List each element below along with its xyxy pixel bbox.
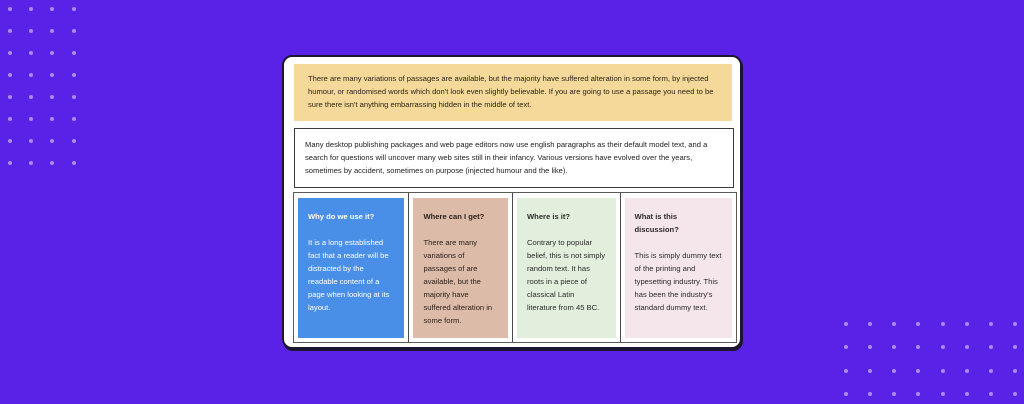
decorative-dot <box>8 95 12 99</box>
decorative-dot <box>29 51 33 55</box>
decorative-dot <box>72 161 76 165</box>
decorative-dot <box>916 392 920 396</box>
decorative-dot <box>72 139 76 143</box>
decorative-dot <box>965 322 969 326</box>
card-grid <box>293 192 737 343</box>
card-why-use-it <box>298 198 404 338</box>
decorative-dot <box>29 161 33 165</box>
highlight-banner <box>294 64 732 121</box>
decorative-dot <box>8 7 12 11</box>
decorative-dot <box>892 392 896 396</box>
decorative-dot <box>965 345 969 349</box>
decorative-dot <box>72 95 76 99</box>
decorative-dot <box>8 161 12 165</box>
card-title: Where can I get? <box>423 212 485 221</box>
decorative-dot <box>941 322 945 326</box>
bordered-paragraph <box>294 128 734 188</box>
decorative-dot <box>8 139 12 143</box>
decorative-dot <box>965 392 969 396</box>
decorative-dot <box>29 117 33 121</box>
decorative-dot <box>868 369 872 373</box>
decorative-dot <box>1013 322 1017 326</box>
decorative-dot <box>72 29 76 33</box>
decorative-dot <box>72 73 76 77</box>
card-what-is-this-discussion <box>625 198 732 338</box>
decorative-dot <box>844 322 848 326</box>
decorative-dot <box>989 369 993 373</box>
card-cell-4 <box>621 193 736 342</box>
decorative-dot <box>29 7 33 11</box>
decorative-dot <box>50 7 54 11</box>
decorative-dot <box>941 345 945 349</box>
decorative-dot <box>941 369 945 373</box>
decorative-dot <box>892 369 896 373</box>
card-body: There are many variations of passages of are available, but the majority have suffered alteration in some form. <box>423 238 493 325</box>
decorative-dot <box>50 161 54 165</box>
decorative-dot <box>29 95 33 99</box>
card-cell-3 <box>513 193 621 342</box>
bordered-paragraph-text: Many desktop publishing packages and web page editors now use english paragraphs as their default model text, and a search for questions will uncover many web sites still in their infancy. Various versions have evolved over the years, sometimes by accident, sometimes on purpose (injected humour and the like). <box>305 140 708 175</box>
decorative-dot <box>72 51 76 55</box>
decorative-dot <box>29 73 33 77</box>
card-title: What is this discussion? <box>634 212 679 234</box>
decorative-dot <box>868 345 872 349</box>
card-body: This is simply dummy text of the printing and typesetting industry. This has been the industry's standard dummy text. <box>634 251 722 312</box>
decorative-dot <box>50 29 54 33</box>
card-body: Contrary to popular belief, this is not simply random text. It has roots in a piece of classical Latin literature from 45 BC. <box>527 238 606 312</box>
decorative-dot <box>50 51 54 55</box>
decorative-dot <box>989 322 993 326</box>
decorative-dot <box>50 95 54 99</box>
card-where-can-i-get <box>413 198 508 338</box>
banner-text: There are many variations of passages are available, but the majority have suffered alteration in some form, by injected humour, or randomised words which don't look even slightly believable. If you are going to use a passage you need to be sure there isn't anything embarrassing hidden in the middle of text. <box>308 74 714 109</box>
card-title: Where is it? <box>527 212 571 221</box>
card-body: It is a long established fact that a reader will be distracted by the readable content of a page when looking at its layout. <box>308 238 390 312</box>
decorative-dot <box>72 117 76 121</box>
decorative-dot <box>1013 369 1017 373</box>
decorative-dot <box>868 322 872 326</box>
card-title: Why do we use it? <box>308 212 375 221</box>
decorative-dot <box>29 139 33 143</box>
decorative-dot <box>892 345 896 349</box>
decorative-dot <box>892 322 896 326</box>
decorative-dot <box>50 139 54 143</box>
decorative-dot <box>868 392 872 396</box>
decorative-dot <box>50 73 54 77</box>
decorative-dot <box>8 51 12 55</box>
decorative-dot <box>1013 345 1017 349</box>
card-where-is-it <box>517 198 616 338</box>
card-cell-2 <box>409 193 513 342</box>
card-cell-1 <box>294 193 409 342</box>
decorative-dot <box>1013 392 1017 396</box>
decorative-dot <box>844 392 848 396</box>
decorative-dot <box>989 392 993 396</box>
decorative-dot <box>941 392 945 396</box>
decorative-dot <box>8 29 12 33</box>
decorative-dot <box>844 345 848 349</box>
decorative-dot <box>72 7 76 11</box>
decorative-dot <box>916 322 920 326</box>
decorative-dot <box>916 369 920 373</box>
decorative-dot <box>50 117 54 121</box>
decorative-dot <box>916 345 920 349</box>
decorative-dot <box>989 345 993 349</box>
content-window <box>282 55 742 349</box>
decorative-dot <box>29 29 33 33</box>
decorative-dot <box>844 369 848 373</box>
decorative-dot <box>8 117 12 121</box>
decorative-dot <box>965 369 969 373</box>
decorative-dot <box>8 73 12 77</box>
